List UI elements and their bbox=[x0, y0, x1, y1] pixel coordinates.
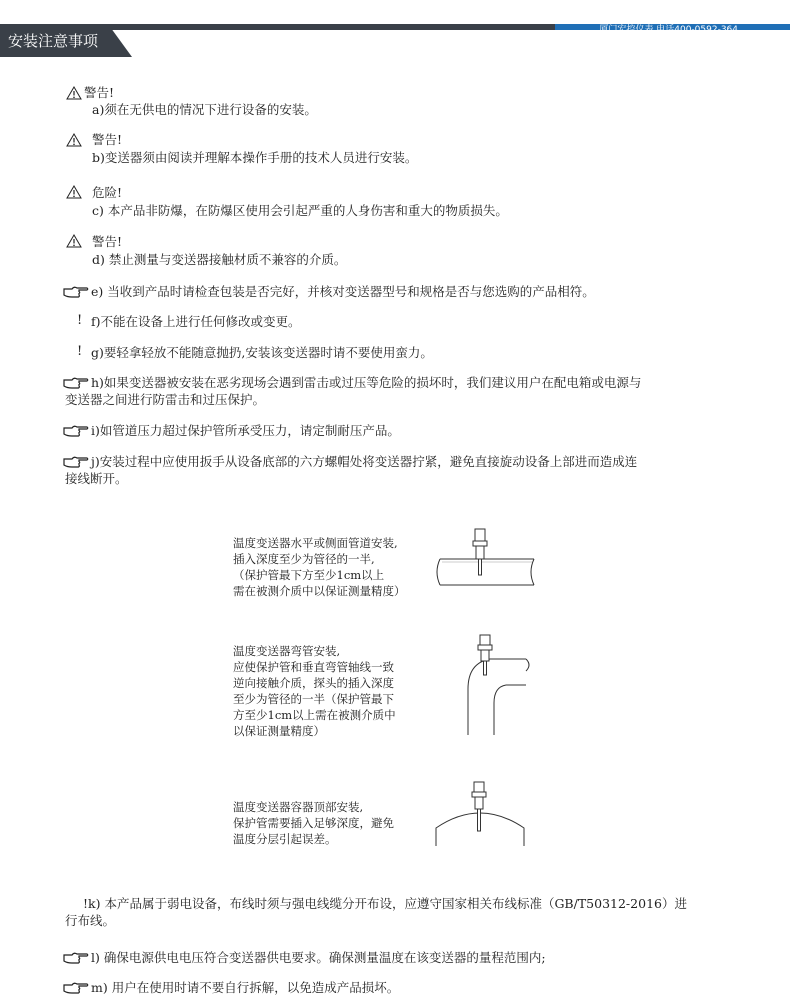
note-h-line2: 变送器之间进行防雷击和过压保护。 bbox=[65, 392, 266, 407]
note-e: e) 当收到产品时请检查包装是否完好，并核对变送器型号和规格是否与您选购的产品相符。 bbox=[91, 284, 595, 299]
header-bar bbox=[0, 24, 790, 57]
diagram-2-caption bbox=[233, 643, 396, 739]
caption-line: 至少为管径的一半（保护管最下 bbox=[233, 692, 394, 706]
note-k-line2: 行布线。 bbox=[65, 913, 116, 928]
warning-triangle-icon bbox=[66, 86, 82, 100]
page-title: 安装注意事项 bbox=[8, 32, 99, 50]
warning-triangle-icon bbox=[66, 133, 82, 147]
pointing-hand-icon bbox=[63, 424, 89, 438]
note-l: l) 确保电源供电电压符合变送器供电要求。确保测量温度在该变送器的量程范围内; bbox=[91, 950, 546, 965]
note-j-line2: 接线断开。 bbox=[65, 471, 128, 486]
warning-triangle-icon bbox=[66, 185, 82, 199]
diagram-3-caption bbox=[233, 799, 394, 847]
note-h-line1: h)如果变送器被安装在恶劣现场会遇到雷击或过压等危险的损坏时，我们建议用户在配电箱或电源与 bbox=[91, 375, 642, 390]
warning-triangle-icon bbox=[66, 234, 82, 248]
pointing-hand-icon bbox=[63, 455, 89, 469]
warning-text: c) 本产品非防爆，在防爆区使用会引起严重的人身伤害和重大的物质损失。 bbox=[92, 203, 508, 218]
note-m: m) 用户在使用时请不要自行拆解，以免造成产品损坏。 bbox=[91, 980, 400, 995]
danger-label: 危险! bbox=[92, 185, 123, 200]
caption-line: 需在被测介质中以保证测量精度） bbox=[233, 584, 406, 598]
caption-line: 方至少1cm以上需在被测介质中 bbox=[233, 708, 396, 722]
caption-line: 逆向接触介质，探头的插入深度 bbox=[233, 676, 394, 690]
note-g: g)要轻拿轻放不能随意抛扔,安装该变送器时请不要使用蛮力。 bbox=[91, 345, 433, 360]
pointing-hand-icon bbox=[63, 981, 89, 995]
caption-line: 保护管需要插入足够深度，避免 bbox=[233, 816, 394, 830]
caption-line: 以保证测量精度） bbox=[233, 724, 325, 738]
pointing-hand-icon bbox=[63, 285, 89, 299]
exclamation-icon: ! bbox=[77, 344, 83, 359]
caption-line: 应使保护管和垂直弯管轴线一致 bbox=[233, 660, 394, 674]
warning-text: a)须在无供电的情况下进行设备的安装。 bbox=[92, 102, 317, 117]
diagram-1-caption bbox=[233, 535, 406, 599]
warning-label: 警告! bbox=[92, 132, 123, 147]
warning-text: b)变送器须由阅读并理解本操作手册的技术人员进行安装。 bbox=[92, 150, 418, 165]
contact-info: 厦门宏控仪表 电话400-0592-364 bbox=[599, 25, 738, 35]
horizontal-pipe-diagram bbox=[430, 527, 538, 602]
exclamation-icon: ! bbox=[77, 313, 83, 328]
warning-label: 警告! bbox=[84, 85, 115, 100]
warning-text: d) 禁止测量与变送器接触材质不兼容的介质。 bbox=[92, 252, 347, 267]
caption-line: 温度变送器容器顶部安装, bbox=[233, 800, 364, 814]
caption-line: 温度变送器弯管安装, bbox=[233, 644, 341, 658]
note-i: i)如管道压力超过保护管所承受压力，请定制耐压产品。 bbox=[91, 423, 400, 438]
caption-line: 温度分层引起误差。 bbox=[233, 832, 337, 846]
note-j-line1: j)安装过程中应使用扳手从设备底部的六方螺帽处将变送器拧紧，避免直接旋动设备上部进而造成连 bbox=[91, 454, 638, 469]
note-f: f)不能在设备上进行任何修改或变更。 bbox=[91, 314, 301, 329]
caption-line: 温度变送器水平或侧面管道安装, bbox=[233, 536, 398, 550]
caption-line: 插入深度至少为管径的一半, bbox=[233, 552, 375, 566]
warning-label: 警告! bbox=[92, 234, 123, 249]
vessel-top-diagram bbox=[430, 780, 530, 850]
elbow-pipe-diagram bbox=[460, 633, 535, 739]
pointing-hand-icon bbox=[63, 376, 89, 390]
caption-line: （保护管最下方至少1cm以上 bbox=[233, 568, 385, 582]
pointing-hand-icon bbox=[63, 951, 89, 965]
note-k-line1: !k) 本产品属于弱电设备，布线时须与强电线缆分开布设，应遵守国家相关布线标准（GB/T50312-2016）进 bbox=[83, 896, 687, 911]
